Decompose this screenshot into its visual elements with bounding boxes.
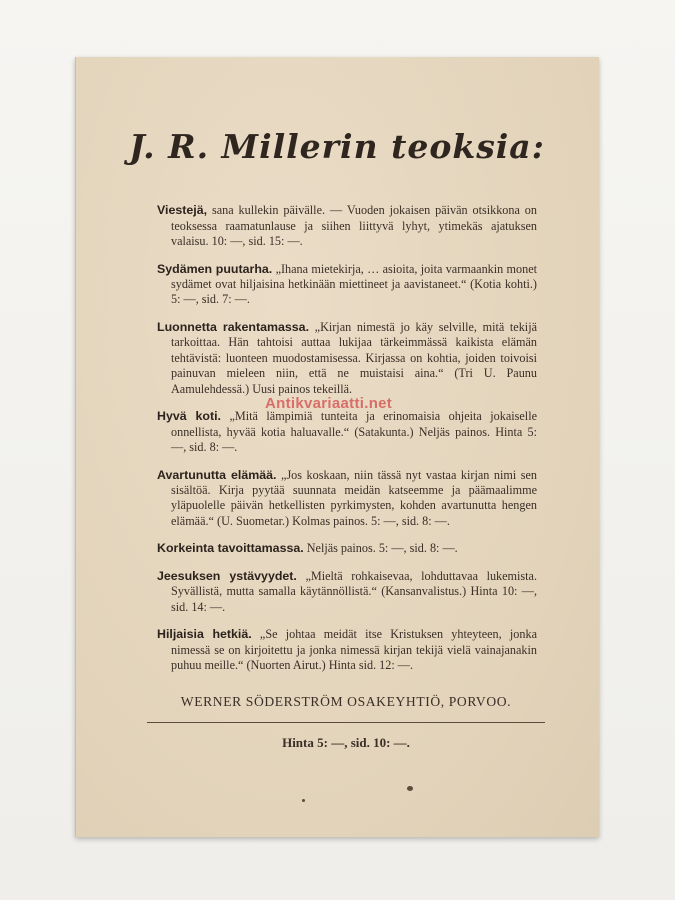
book-title: Viestejä, (157, 203, 208, 218)
watermark-text: Antikvariaatti.net (265, 395, 393, 412)
book-description: „Kirjan nimestä jo käy selville, mitä tekijä tarkoittaa. Hän tahtoisi auttaa lukijaa tärkeimmässä kaikista elämän tehtävistä: luonteen muodostamisessa. Kirjassa on kohtia, joiden toivoisi painuvan mieleen niin, että ne muistaisi aina.“ (Tri U. Paunu Aamulehdessä.) Uusi painos tekeillä. (171, 320, 537, 396)
ink-spot (302, 799, 305, 802)
book-title: Avartunutta elämää. (157, 467, 277, 482)
book-title: Hiljaisia hetkiä. (157, 627, 252, 642)
book-title: Sydämen puutarha. (157, 261, 273, 276)
book-entry (157, 569, 537, 615)
book-list (157, 191, 537, 682)
publisher-line: WERNER SÖDERSTRÖM OSAKEYHTIÖ, PORVOO. (180, 694, 512, 709)
book-entry (157, 541, 537, 556)
book-entry (157, 627, 537, 673)
book-description: „Mitä lämpimiä tunteita ja erinomaisia ohjeita jokaiselle onnellista, hyvää kotia haluavalle.“ (Satakunta.) Neljäs painos. Hinta 5: —, sid. 8: —. (171, 409, 537, 455)
price-line: Hinta 5: —, sid. 10: —. (282, 735, 410, 750)
divider (147, 722, 545, 723)
book-description: „Jos koskaan, niin tässä nyt vastaa kirjan nimi sen sisältöä. Kirja pyytää suunnata meidän katseemme ja päämaalimme yläpuolelle päivän hetkellisten pyrkimysten, kohden avartunutta hengen elämää.“ (U. Suometar.) Kolmas painos. 5: —, sid. 8: —. (171, 467, 538, 528)
page-title: J. R. Millerin teoksia: (129, 127, 545, 166)
book-title: Korkeinta tavoittamassa. (157, 541, 304, 556)
book-description: „Mieltä rohkaisevaa, lohduttavaa lukemista. Syvällistä, mutta samalla käytännöllistä.“ (Kansanvalistus.) Hinta 10: —, sid. 14: —. (171, 569, 537, 614)
book-entry (157, 409, 537, 455)
book-entry (157, 320, 537, 397)
ink-spot (407, 786, 413, 791)
book-title: Jeesuksen ystävyydet. (157, 569, 297, 584)
book-description: Neljäs painos. 5: —, sid. 8: —. (306, 541, 458, 556)
book-title: Luonnetta rakentamassa. (157, 320, 310, 334)
book-entry (157, 203, 537, 249)
book-entry (157, 262, 537, 308)
book-back-cover (75, 57, 599, 837)
book-description: sana kullekin päivälle. — Vuoden jokaisen päivän otsikkona on teoksessa raamatunlause ja siihen liittyvä lyhyt, ytimekäs ajatuksen valaisu. 10: —, sid. 15: —. (171, 203, 537, 248)
book-description: „Se johtaa meidät itse Kristuksen yhteyteen, jonka nimessä se on kirjoitettu ja jonka nimessä kirjan tekijä vielä vainajanakin puhuu meille.“ (Nuorten Airut.) Hinta sid. 12: —. (171, 627, 537, 673)
book-entry (157, 468, 537, 530)
book-description: „Ihana mietekirja, … asioita, joita varmaankin monet sydämet ovat hiljaisina hetkinään miettineet ja aavistaneet.“ (Kotia kohti.) 5: —, sid. 7: —. (171, 261, 538, 307)
book-title: Hyvä koti. (157, 409, 221, 424)
